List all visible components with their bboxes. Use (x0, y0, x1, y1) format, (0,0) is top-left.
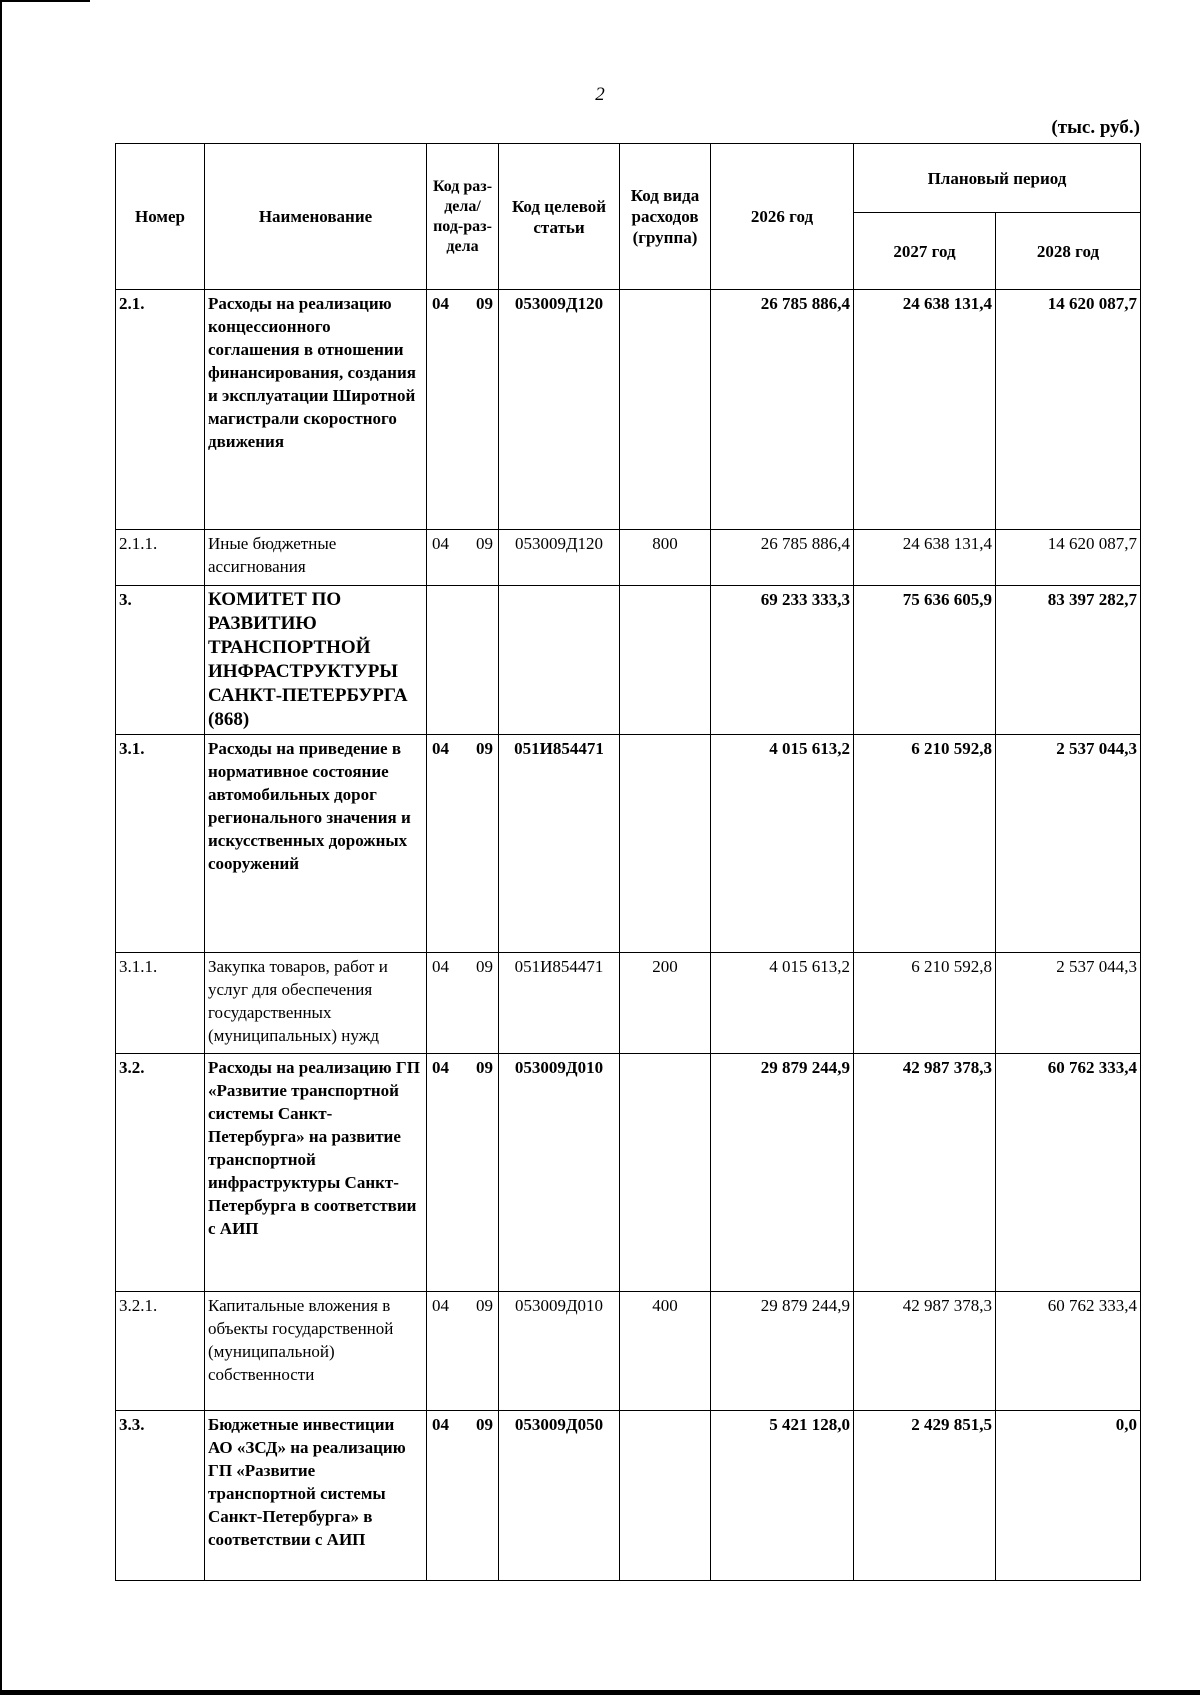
row-subsection: 09 (476, 957, 493, 976)
row-value-2026: 26 785 886,4 (711, 530, 854, 586)
row-value-2026: 29 879 244,9 (711, 1292, 854, 1411)
row-section: 04 (432, 1415, 449, 1434)
row-name: Расходы на реализацию ГП «Развитие транспортной системы Санкт-Петербурга» на развитие транспортной инфраструктуры Санкт-Петербурга в соответствии с АИП (205, 1054, 427, 1292)
table-row (116, 735, 1141, 953)
table-row (116, 1054, 1141, 1292)
row-value-2027: 6 210 592,8 (854, 735, 996, 953)
row-name: Бюджетные инвестиции АО «ЗСД» на реализацию ГП «Развитие транспортной системы Санкт-Петербурга» в соответствии с АИП (205, 1411, 427, 1581)
row-value-2027: 2 429 851,5 (854, 1411, 996, 1581)
header-number: Номер (116, 144, 205, 290)
row-section: 04 (432, 534, 449, 553)
row-number: 3.2.1. (116, 1292, 205, 1411)
row-target-code: 053009Д010 (499, 1054, 620, 1292)
row-target-code: 053009Д120 (499, 290, 620, 530)
row-value-2026: 4 015 613,2 (711, 735, 854, 953)
table-row (116, 530, 1141, 586)
row-value-2028: 2 537 044,3 (996, 953, 1141, 1054)
row-subsection: 09 (476, 1296, 493, 1315)
row-section-code (427, 1411, 499, 1581)
row-name: Капитальные вложения в объекты государственной (муниципальной) собственности (205, 1292, 427, 1411)
table-body (116, 290, 1141, 1581)
row-name: Расходы на реализацию концессионного соглашения в отношении финансирования, создания и эксплуатации Широтной магистрали скоростного движения (205, 290, 427, 530)
header-section: Код раз-дела/ под-раз-дела (427, 144, 499, 290)
header-year-2026: 2026 год (711, 144, 854, 290)
row-number: 3.1.1. (116, 953, 205, 1054)
row-subsection: 09 (476, 1058, 493, 1077)
row-section-code (427, 735, 499, 953)
table-row (116, 953, 1141, 1054)
row-subsection: 09 (476, 534, 493, 553)
row-number: 3.1. (116, 735, 205, 953)
row-section-code (427, 290, 499, 530)
row-value-2026: 4 015 613,2 (711, 953, 854, 1054)
row-section: 04 (432, 1296, 449, 1315)
row-name: Иные бюджетные ассигнования (205, 530, 427, 586)
row-name: Закупка товаров, работ и услуг для обеспечения государственных (муниципальных) нужд (205, 953, 427, 1054)
row-name: КОМИТЕТ ПО РАЗВИТИЮ ТРАНСПОРТНОЙ ИНФРАСТРУКТУРЫ САНКТ-ПЕТЕРБУРГА (868) (205, 586, 427, 735)
budget-table (115, 143, 1141, 1581)
row-value-2028: 0,0 (996, 1411, 1141, 1581)
header-target: Код целевой статьи (499, 144, 620, 290)
row-subsection: 09 (476, 1415, 493, 1434)
row-expense-type (620, 290, 711, 530)
row-number: 3.3. (116, 1411, 205, 1581)
row-expense-type (620, 735, 711, 953)
header-year-2027: 2027 год (854, 213, 996, 290)
row-expense-type (620, 1054, 711, 1292)
row-value-2028: 2 537 044,3 (996, 735, 1141, 953)
row-number: 2.1.1. (116, 530, 205, 586)
row-value-2026: 69 233 333,3 (711, 586, 854, 735)
row-value-2028: 60 762 333,4 (996, 1292, 1141, 1411)
header-planned-period: Плановый период (854, 144, 1141, 213)
row-value-2027: 75 636 605,9 (854, 586, 996, 735)
units-label: (тыс. руб.) (1051, 117, 1140, 138)
row-value-2027: 24 638 131,4 (854, 530, 996, 586)
scan-edge-left (0, 0, 2, 1695)
row-target-code: 053009Д050 (499, 1411, 620, 1581)
row-expense-type: 400 (620, 1292, 711, 1411)
table-row (116, 586, 1141, 735)
row-value-2027: 24 638 131,4 (854, 290, 996, 530)
row-value-2028: 83 397 282,7 (996, 586, 1141, 735)
header-expense-type: Код вида расходов (группа) (620, 144, 711, 290)
row-number: 2.1. (116, 290, 205, 530)
table-row (116, 1292, 1141, 1411)
header-year-2028: 2028 год (996, 213, 1141, 290)
row-value-2026: 26 785 886,4 (711, 290, 854, 530)
row-value-2027: 42 987 378,3 (854, 1292, 996, 1411)
row-value-2027: 42 987 378,3 (854, 1054, 996, 1292)
row-expense-type (620, 586, 711, 735)
row-number: 3. (116, 586, 205, 735)
row-number: 3.2. (116, 1054, 205, 1292)
row-target-code: 051И854471 (499, 953, 620, 1054)
table-row (116, 290, 1141, 530)
row-section: 04 (432, 294, 449, 313)
row-section: 04 (432, 739, 449, 758)
row-value-2028: 60 762 333,4 (996, 1054, 1141, 1292)
row-section-code (427, 1054, 499, 1292)
row-section: 04 (432, 957, 449, 976)
header-name: Наименование (205, 144, 427, 290)
row-value-2027: 6 210 592,8 (854, 953, 996, 1054)
scan-edge-top (0, 0, 90, 2)
row-section-code (427, 586, 499, 735)
row-value-2026: 5 421 128,0 (711, 1411, 854, 1581)
row-expense-type: 800 (620, 530, 711, 586)
scan-edge-bottom (0, 1690, 1200, 1695)
row-name: Расходы на приведение в нормативное состояние автомобильных дорог регионального значения и искусственных дорожных сооружений (205, 735, 427, 953)
table-header (116, 144, 1141, 290)
row-section-code (427, 1292, 499, 1411)
row-section-code (427, 953, 499, 1054)
row-subsection: 09 (476, 294, 493, 313)
row-target-code: 051И854471 (499, 735, 620, 953)
page-number: 2 (595, 84, 605, 105)
row-value-2028: 14 620 087,7 (996, 530, 1141, 586)
row-target-code: 053009Д120 (499, 530, 620, 586)
row-subsection: 09 (476, 739, 493, 758)
row-value-2028: 14 620 087,7 (996, 290, 1141, 530)
row-expense-type (620, 1411, 711, 1581)
row-expense-type: 200 (620, 953, 711, 1054)
row-target-code: 053009Д010 (499, 1292, 620, 1411)
row-target-code (499, 586, 620, 735)
table-row (116, 1411, 1141, 1581)
row-value-2026: 29 879 244,9 (711, 1054, 854, 1292)
row-section: 04 (432, 1058, 449, 1077)
row-section-code (427, 530, 499, 586)
